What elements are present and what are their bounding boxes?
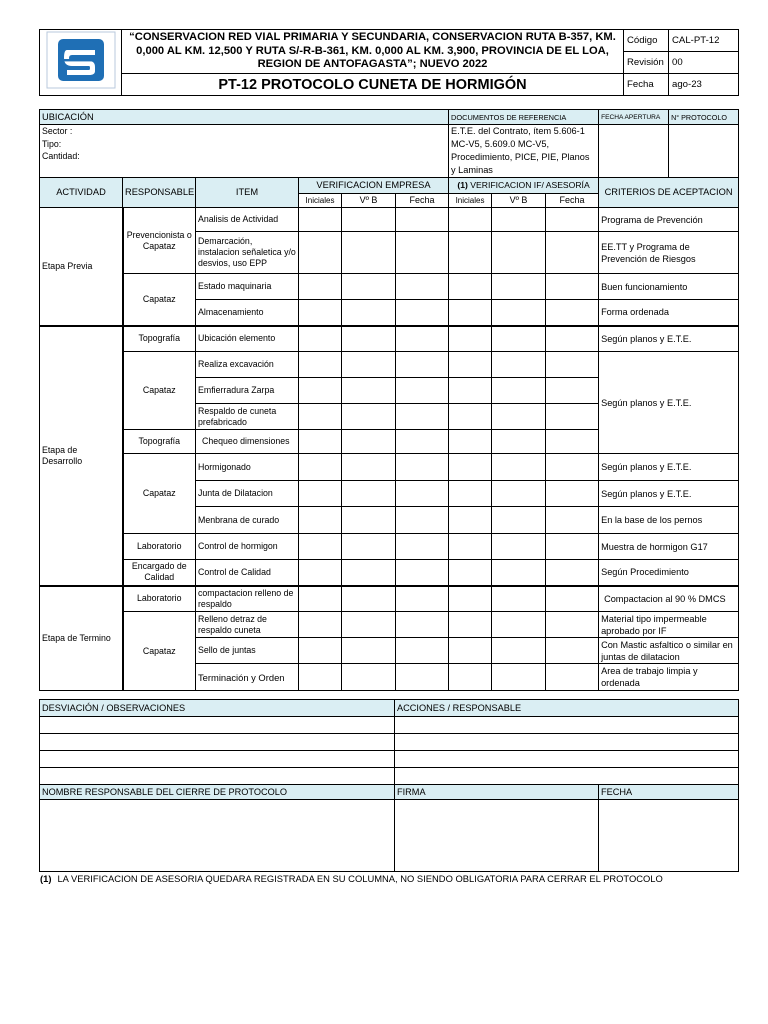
check-cell[interactable] [396,507,449,534]
project-title: “CONSERVACION RED VIAL PRIMARIA Y SECUNDARIA, CONSERVACION RUTA B-357, KM. 0,000 AL KM. 12,500 Y RUTA S/-R-B-361, KM. 0,000 AL KM. 3,900, PROVINCIA DE EL LOA, REGION DE ANTOFAGASTA”; NUEVO 2022 [122,30,624,74]
check-cell[interactable] [396,232,449,274]
check-cell[interactable] [396,612,449,638]
table-row [40,454,739,481]
table-row [40,326,739,352]
check-cell[interactable] [299,612,342,638]
sector-label: Sector : [42,126,73,136]
nombre-responsable-header: NOMBRE RESPONSABLE DEL CIERRE DE PROTOCOLO [40,785,395,800]
check-cell[interactable] [299,534,342,560]
check-cell[interactable] [449,300,492,326]
check-cell[interactable] [546,326,599,352]
col-iniciales-if: Iniciales [449,194,492,208]
acciones-header: ACCIONES / RESPONSABLE [395,700,739,717]
check-cell[interactable] [299,378,342,404]
stage-desarrollo: Etapa de Desarrollo [40,326,123,586]
revision-label: Revisión [624,52,669,74]
check-cell[interactable] [342,638,396,664]
resp-laboratorio: Laboratorio [123,534,196,560]
check-cell[interactable] [449,404,492,430]
check-cell[interactable] [342,378,396,404]
check-cell[interactable] [299,274,342,300]
check-cell[interactable] [396,300,449,326]
check-cell[interactable] [492,534,546,560]
check-cell[interactable] [396,534,449,560]
check-cell[interactable] [396,326,449,352]
desviacion-header: DESVIACIÓN / OBSERVACIONES [40,700,395,717]
check-cell[interactable] [449,378,492,404]
check-cell[interactable] [342,586,396,612]
check-cell[interactable] [546,612,599,638]
cantidad-label: Cantidad: [42,151,80,161]
check-cell[interactable] [546,404,599,430]
crit-base-pernos: En la base de los pernos [599,507,739,534]
check-cell[interactable] [342,352,396,378]
check-cell[interactable] [299,664,342,691]
check-cell[interactable] [546,430,599,454]
item-control-calidad: Control de Calidad [196,560,299,586]
docs-ref-text: E.T.E. del Contrato, ítem 5.606-1 MC-V5, 5.609.0 MC-V5, Procedimiento, PICE, PIE, Planos y Laminas [449,125,599,178]
desviacion-line[interactable] [40,734,395,751]
check-cell[interactable] [546,638,599,664]
check-cell[interactable] [299,481,342,507]
protocol-title: PT-12 PROTOCOLO CUNETA DE HORMIGÓN [122,74,624,96]
item-hormigonado: Hormigonado [196,454,299,481]
col-verif-empresa: VERIFICACION EMPRESA [299,178,449,194]
check-cell[interactable] [299,326,342,352]
resp-encargado-calidad: Encargado de Calidad [123,560,196,586]
item-almacenamiento: Almacenamiento [196,300,299,326]
crit-segun-planos-4: Según planos y E.T.E. [599,481,739,507]
check-cell[interactable] [396,378,449,404]
crit-segun-procedimiento: Según Procedimiento [599,560,739,586]
crit-eett-riesgos: EE.TT y Programa de Prevención de Riesgos [599,232,739,274]
footnote [40,873,663,884]
check-cell[interactable] [299,352,342,378]
check-cell[interactable] [492,430,546,454]
table-row [40,560,739,586]
table-row [40,612,739,638]
company-logo-icon [46,31,116,89]
company-logo [40,30,122,96]
table-row [40,534,739,560]
verif-if-footnote-ref: (1) [457,180,468,190]
check-cell[interactable] [546,586,599,612]
check-cell[interactable] [449,352,492,378]
desviacion-line[interactable] [40,768,395,785]
resp-laboratorio: Laboratorio [123,586,196,612]
check-cell[interactable] [546,300,599,326]
fecha-value: ago-23 [669,74,739,96]
col-vb-empresa: Vº B [342,194,396,208]
table-row [40,208,739,232]
check-cell[interactable] [492,300,546,326]
resp-capataz: Capataz [123,612,196,691]
col-item: ITEM [196,178,299,208]
check-cell[interactable] [492,586,546,612]
acciones-line[interactable] [395,717,739,734]
check-cell[interactable] [546,481,599,507]
check-cell[interactable] [449,481,492,507]
check-cell[interactable] [492,274,546,300]
item-membrana: Menbrana de curado [196,507,299,534]
check-cell[interactable] [396,352,449,378]
col-responsable: RESPONSABLE [123,178,196,208]
check-cell[interactable] [342,404,396,430]
table-row [40,274,739,300]
firma-header: FIRMA [395,785,599,800]
col-vb-if: Vº B [492,194,546,208]
check-cell[interactable] [342,560,396,586]
check-cell[interactable] [449,232,492,274]
check-cell[interactable] [396,664,449,691]
check-cell[interactable] [342,300,396,326]
fecha-apertura-field[interactable] [599,125,669,178]
check-cell[interactable] [299,430,342,454]
check-cell[interactable] [449,612,492,638]
check-cell[interactable] [492,232,546,274]
check-cell[interactable] [492,378,546,404]
resp-capataz: Capataz [123,274,196,326]
check-cell[interactable] [449,664,492,691]
item-enfierradura: Emfierradura Zarpa [196,378,299,404]
resp-capataz: Capataz [123,454,196,534]
document-header [39,29,739,96]
check-cell[interactable] [342,454,396,481]
col-criterios: CRITERIOS DE ACEPTACION [599,178,739,208]
check-cell[interactable] [396,404,449,430]
table-row [40,352,739,378]
check-cell[interactable] [299,586,342,612]
check-cell[interactable] [342,534,396,560]
check-cell[interactable] [299,300,342,326]
check-cell[interactable] [342,326,396,352]
check-cell[interactable] [492,560,546,586]
check-cell[interactable] [299,560,342,586]
item-terminacion: Terminación y Orden [196,664,299,691]
check-cell[interactable] [342,481,396,507]
check-cell[interactable] [492,507,546,534]
col-iniciales-empresa: Iniciales [299,194,342,208]
stage-termino: Etapa de Termino [40,586,123,691]
check-cell[interactable] [546,534,599,560]
check-cell[interactable] [342,430,396,454]
footnote-text: LA VERIFICACION DE ASESORIA QUEDARA REGISTRADA EN SU COLUMNA, NO SIENDO OBLIGATORIA PARA CERRAR EL PROTOCOLO [57,873,663,884]
item-estado-maquinaria: Estado maquinaria [196,274,299,300]
item-chequeo: Chequeo dimensiones [196,430,299,454]
table-row [40,586,739,612]
crit-mastic: Con Mastic asfaltico o similar en juntas de dilatacion [599,638,739,664]
check-cell[interactable] [396,208,449,232]
crit-segun-planos: Según planos y E.T.E. [599,326,739,352]
check-cell[interactable] [449,208,492,232]
resp-topografia: Topografía [123,430,196,454]
item-demarcacion: Demarcación, instalacion señaletica y/o desvios, uso EPP [196,232,299,274]
revision-value: 00 [669,52,739,74]
check-cell[interactable] [299,404,342,430]
check-cell[interactable] [546,454,599,481]
acciones-line[interactable] [395,768,739,785]
check-cell[interactable] [492,638,546,664]
check-cell[interactable] [546,378,599,404]
acciones-line[interactable] [395,751,739,768]
check-cell[interactable] [342,232,396,274]
crit-forma-ordenada: Forma ordenada [599,300,739,326]
fecha-label: Fecha [624,74,669,96]
check-cell[interactable] [449,274,492,300]
check-cell[interactable] [492,352,546,378]
acciones-line[interactable] [395,734,739,751]
item-excavacion: Realiza excavación [196,352,299,378]
item-relleno: Relleno detraz de respaldo cuneta [196,612,299,638]
check-cell[interactable] [492,326,546,352]
docs-ref-header: DOCUMENTOS DE REFERENCIA [449,110,599,125]
col-fecha-empresa: Fecha [396,194,449,208]
check-cell[interactable] [396,430,449,454]
check-cell[interactable] [492,664,546,691]
protocol-table [39,109,739,691]
check-cell[interactable] [396,274,449,300]
check-cell[interactable] [449,534,492,560]
check-cell[interactable] [449,638,492,664]
crit-segun-planos-3: Según planos y E.T.E. [599,454,739,481]
check-cell[interactable] [299,208,342,232]
check-cell[interactable] [546,208,599,232]
desviacion-line[interactable] [40,717,395,734]
check-cell[interactable] [449,586,492,612]
item-sello: Sello de juntas [196,638,299,664]
check-cell[interactable] [546,664,599,691]
check-cell[interactable] [396,586,449,612]
firma-field[interactable] [395,800,599,872]
crit-material-impermeable: Material tipo impermeable aprobado por IF [599,612,739,638]
tipo-label: Tipo: [42,138,62,149]
crit-compactacion-90: Compactacion al 90 % DMCS [599,586,739,612]
stage-previa: Etapa Previa [40,208,123,326]
footnote-number: (1) [40,873,52,884]
check-cell[interactable] [342,612,396,638]
fecha-header: FECHA [599,785,739,800]
check-cell[interactable] [449,454,492,481]
crit-muestra-g17: Muestra de hormigon G17 [599,534,739,560]
fecha-field[interactable] [599,800,739,872]
col-verif-if [449,178,599,194]
check-cell[interactable] [492,454,546,481]
crit-programa-prev: Programa de Prevención [599,208,739,232]
crit-area-limpia: Area de trabajo limpia y ordenada [599,664,739,691]
fecha-apertura-header: FECHA APERTURA [599,110,669,125]
check-cell[interactable] [299,454,342,481]
check-cell[interactable] [449,507,492,534]
check-cell[interactable] [342,208,396,232]
ubicacion-fields [40,125,449,178]
check-cell[interactable] [396,481,449,507]
check-cell[interactable] [396,638,449,664]
item-junta: Junta de Dilatacion [196,481,299,507]
check-cell[interactable] [546,352,599,378]
check-cell[interactable] [299,638,342,664]
check-cell[interactable] [546,507,599,534]
item-control-hormigon: Control de hormigon [196,534,299,560]
check-cell[interactable] [342,664,396,691]
check-cell[interactable] [299,232,342,274]
check-cell[interactable] [546,232,599,274]
check-cell[interactable] [492,404,546,430]
resp-prev-capataz: Prevencionista o Capataz [123,208,196,274]
check-cell[interactable] [449,430,492,454]
n-protocolo-header: N° PROTOCOLO [669,110,739,125]
item-ubicacion-elemento: Ubicación elemento [196,326,299,352]
crit-buen-funcionamiento: Buen funcionamiento [599,274,739,300]
resp-capataz: Capataz [123,352,196,430]
crit-segun-planos-2: Según planos y E.T.E. [599,352,739,454]
check-cell[interactable] [449,326,492,352]
col-actividad: ACTIVIDAD [40,178,123,208]
check-cell[interactable] [492,208,546,232]
resp-topografia: Topografía [123,326,196,352]
nombre-responsable-field[interactable] [40,800,395,872]
check-cell[interactable] [299,507,342,534]
check-cell[interactable] [342,274,396,300]
check-cell[interactable] [546,274,599,300]
observations-table [39,699,739,872]
item-respaldo: Respaldo de cuneta prefabricado [196,404,299,430]
col-fecha-if: Fecha [546,194,599,208]
codigo-value: CAL-PT-12 [669,30,739,52]
n-protocolo-field[interactable] [669,125,739,178]
ubicacion-header: UBICACIÓN [40,110,449,125]
check-cell[interactable] [396,454,449,481]
check-cell[interactable] [396,560,449,586]
check-cell[interactable] [546,560,599,586]
check-cell[interactable] [342,507,396,534]
verif-if-label: VERIFICACION IF/ ASESORÍA [470,180,590,190]
check-cell[interactable] [492,481,546,507]
check-cell[interactable] [449,560,492,586]
desviacion-line[interactable] [40,751,395,768]
item-compactacion: compactacion relleno de respaldo [196,586,299,612]
item-analisis: Analisis de Actividad [196,208,299,232]
codigo-label: Código [624,30,669,52]
check-cell[interactable] [492,612,546,638]
